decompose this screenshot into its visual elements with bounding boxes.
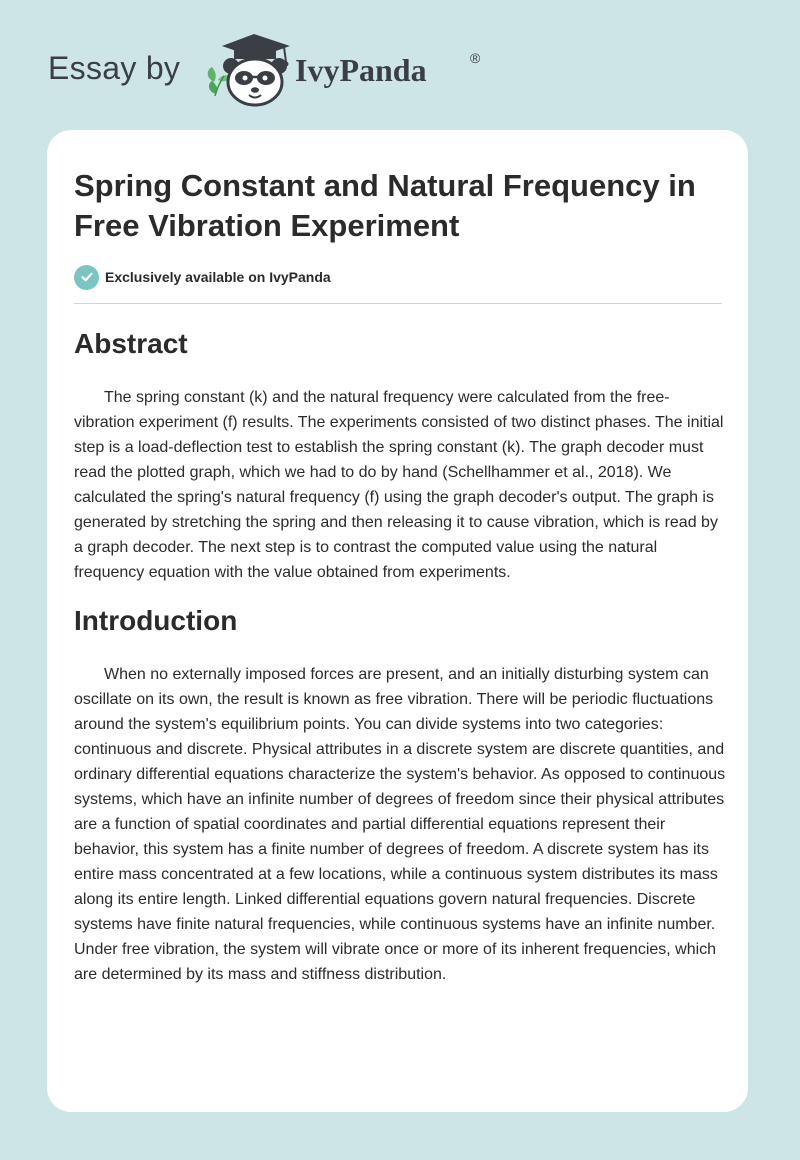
essay-card: [47, 130, 748, 1112]
brand-name: IvyPanda: [295, 52, 427, 88]
introduction-heading: Introduction: [74, 605, 238, 636]
brand-prefix: Essay by: [48, 50, 181, 86]
title-divider: [74, 303, 722, 304]
badge-label: Exclusively available on IvyPanda: [105, 269, 331, 285]
abstract-paragraph: The spring constant (k) and the natural frequency were calculated from the free-vibration experiment (f) results. The experiments consisted of two distinct phases. The initial step is a load-deflection test to establish the spring constant (k). The graph decoder must read the plotted graph, which we had to do by hand (Schellhammer et al., 2018). We calculated the spring's natural frequency (f) using the graph decoder's output. The graph is generated by stretching the spring and then releasing it to cause vibration, which is read by a graph decoder. The next step is to contrast the computed value using the natural frequency equation with the value obtained from experiments.: [74, 389, 724, 581]
exclusive-badge: [74, 264, 331, 290]
panda-graduate-icon: [204, 34, 294, 108]
introduction-paragraph: When no externally imposed forces are present, and an initially disturbing system can oscillate on its own, the result is known as free vibration. There will be periodic fluctuations around the system's equilibrium points. You can divide systems into two categories: continuous and discrete. Physical attributes in a discrete system are discrete quantities, and ordinary differential equations characterize the system's behavior. As opposed to continuous systems, which have an infinite number of degrees of freedom since their physical attributes are a function of spatial coordinates and partial differential equations represent their behavior, this system has a finite number of degrees of freedom. A discrete system has its entire mass concentrated at a few locations, while a continuous system distributes its mass along its entire length. Linked differential equations govern natural frequencies. Discrete systems have finite natural frequencies, while continuous systems have an infinite number. Under free vibration, the system will vibrate once or more of its inherent frequencies, which are determined by its mass and stiffness distribution.: [74, 666, 726, 983]
site-header: [48, 34, 568, 114]
check-circle-icon: [74, 265, 99, 290]
registered-mark: ®: [470, 50, 481, 66]
abstract-heading: Abstract: [74, 328, 188, 359]
essay-title: Spring Constant and Natural Frequency in Free Vibration Experiment: [74, 168, 696, 243]
